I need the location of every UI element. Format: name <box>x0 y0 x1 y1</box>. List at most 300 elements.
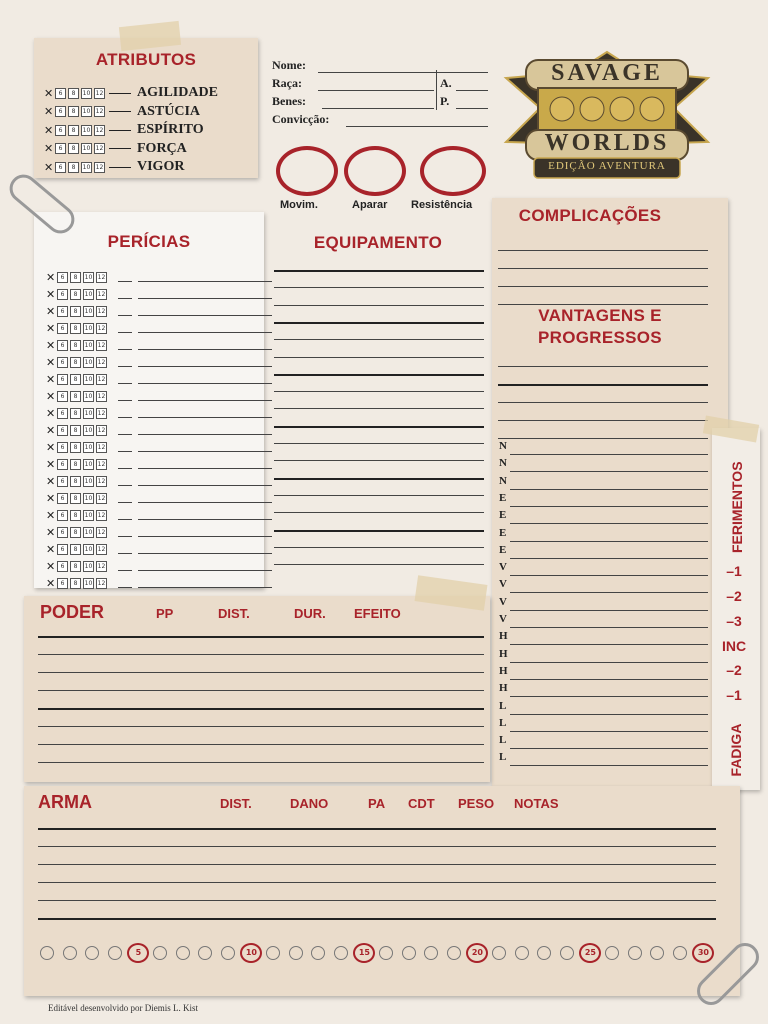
wound-level[interactable]: –1 <box>726 563 742 579</box>
d4-marker-icon[interactable]: ✕ <box>44 142 54 155</box>
die-8-checkbox[interactable]: 8 <box>68 143 79 154</box>
d4-marker-icon[interactable]: ✕ <box>46 526 56 539</box>
die-12-checkbox[interactable]: 12 <box>97 495 106 502</box>
resistencia-circle[interactable] <box>420 146 486 196</box>
skill-name-field[interactable] <box>138 366 272 367</box>
skill-name-field[interactable] <box>138 451 272 452</box>
die-10-checkbox[interactable]: 10 <box>84 376 93 383</box>
skill-name-field[interactable] <box>138 315 272 316</box>
die-10-checkbox[interactable]: 10 <box>84 580 93 587</box>
equipment-line[interactable] <box>274 460 484 461</box>
die-8-checkbox[interactable]: 8 <box>70 357 81 368</box>
attribute-die-field[interactable] <box>109 111 131 112</box>
die-6-checkbox[interactable]: 6 <box>57 357 68 368</box>
die-12-checkbox[interactable]: 12 <box>97 325 106 332</box>
die-6-checkbox[interactable]: 6 <box>57 442 68 453</box>
equipment-line[interactable] <box>274 287 484 288</box>
d4-marker-icon[interactable]: ✕ <box>46 577 56 590</box>
benny-circle[interactable] <box>108 946 122 960</box>
aparar-circle[interactable] <box>344 146 406 196</box>
die-6-checkbox[interactable]: 6 <box>57 459 68 470</box>
advance-line[interactable] <box>510 662 708 663</box>
skill-row[interactable] <box>46 337 278 354</box>
die-6-checkbox[interactable]: 6 <box>57 527 68 538</box>
equipment-line[interactable] <box>274 408 484 409</box>
die-6-checkbox[interactable]: 6 <box>57 408 68 419</box>
die-10-checkbox[interactable]: 10 <box>84 274 93 281</box>
skill-row[interactable] <box>46 422 278 439</box>
benny-circle[interactable] <box>153 946 167 960</box>
benny-circle[interactable] <box>605 946 619 960</box>
die-checkboxes <box>44 143 105 154</box>
die-10-checkbox[interactable]: 10 <box>84 444 93 451</box>
attribute-die-field[interactable] <box>109 167 131 168</box>
d4-marker-icon[interactable]: ✕ <box>46 322 56 335</box>
attribute-die-field[interactable] <box>109 93 131 94</box>
die-8-checkbox[interactable]: 8 <box>70 493 81 504</box>
die-6-checkbox[interactable]: 6 <box>55 88 66 99</box>
weapon-line[interactable] <box>38 900 716 901</box>
d4-marker-icon[interactable]: ✕ <box>46 407 56 420</box>
wound-level[interactable]: –3 <box>726 613 742 629</box>
skill-die-field[interactable] <box>118 400 132 401</box>
equipment-line[interactable] <box>274 374 484 376</box>
skill-die-field[interactable] <box>118 519 132 520</box>
fatigue-level[interactable]: –2 <box>726 662 742 678</box>
advance-line[interactable] <box>510 454 708 455</box>
skill-name-field[interactable] <box>138 485 272 486</box>
die-checkboxes <box>46 561 107 572</box>
skill-row[interactable] <box>46 405 278 422</box>
die-checkboxes <box>46 289 107 300</box>
skill-name-field[interactable] <box>138 332 272 333</box>
fatigue-level[interactable]: –1 <box>726 687 742 703</box>
skill-name-field[interactable] <box>138 349 272 350</box>
attribute-row-1 <box>44 103 200 121</box>
die-12-checkbox[interactable]: 12 <box>97 546 106 553</box>
power-line[interactable] <box>38 762 484 763</box>
skill-row[interactable] <box>46 269 278 286</box>
die-12-checkbox[interactable]: 12 <box>97 410 106 417</box>
die-6-checkbox[interactable]: 6 <box>57 340 68 351</box>
die-checkboxes <box>46 425 107 436</box>
die-12-checkbox[interactable]: 12 <box>95 163 104 171</box>
pericias-title: PERÍCIAS <box>107 232 191 251</box>
movim-circle[interactable] <box>276 146 338 196</box>
die-12-checkbox[interactable]: 12 <box>95 126 104 134</box>
d4-marker-icon[interactable]: ✕ <box>46 424 56 437</box>
skill-name-field[interactable] <box>138 536 272 537</box>
advance-line[interactable] <box>510 627 708 628</box>
die-6-checkbox[interactable]: 6 <box>57 561 68 572</box>
complication-line[interactable] <box>498 250 708 251</box>
benny-circle[interactable] <box>515 946 529 960</box>
die-12-checkbox[interactable]: 12 <box>97 342 106 349</box>
die-6-checkbox[interactable]: 6 <box>57 306 68 317</box>
benny-marker-5[interactable]: 5 <box>127 943 149 963</box>
die-12-checkbox[interactable]: 12 <box>97 461 106 468</box>
skill-die-field[interactable] <box>118 451 132 452</box>
advance-line[interactable] <box>510 644 708 645</box>
skill-die-field[interactable] <box>118 366 132 367</box>
die-12-checkbox[interactable]: 12 <box>97 529 106 536</box>
die-10-checkbox[interactable]: 10 <box>84 512 93 519</box>
benny-circle[interactable] <box>289 946 303 960</box>
rank-label: E <box>499 526 507 539</box>
skill-die-field[interactable] <box>118 485 132 486</box>
skill-name-field[interactable] <box>138 502 272 503</box>
skill-die-field[interactable] <box>118 298 132 299</box>
die-8-checkbox[interactable]: 8 <box>70 408 81 419</box>
die-8-checkbox[interactable]: 8 <box>70 272 81 283</box>
power-line[interactable] <box>38 744 484 745</box>
d4-marker-icon[interactable]: ✕ <box>44 105 54 118</box>
skill-name-field[interactable] <box>138 570 272 571</box>
skill-row[interactable] <box>46 541 278 558</box>
advance-line[interactable] <box>510 541 708 542</box>
advantage-line[interactable] <box>498 420 708 421</box>
die-checkboxes <box>46 510 107 521</box>
advantage-line[interactable] <box>498 438 708 439</box>
skill-row[interactable] <box>46 354 278 371</box>
skill-name-field[interactable] <box>138 553 272 554</box>
vantagens-title-1: VANTAGENS E <box>538 306 662 325</box>
die-6-checkbox[interactable]: 6 <box>57 323 68 334</box>
weapon-line[interactable] <box>38 918 716 920</box>
die-8-checkbox[interactable]: 8 <box>70 425 81 436</box>
die-10-checkbox[interactable]: 10 <box>84 478 93 485</box>
die-6-checkbox[interactable]: 6 <box>57 391 68 402</box>
advance-line[interactable] <box>510 748 708 749</box>
advantage-line[interactable] <box>498 384 708 386</box>
d4-marker-icon[interactable]: ✕ <box>46 305 56 318</box>
footer-credit: Editável desenvolvido por Diemis L. Kist <box>48 1003 198 1013</box>
d4-marker-icon[interactable]: ✕ <box>46 543 56 556</box>
equipment-line[interactable] <box>274 305 484 306</box>
advance-line[interactable] <box>510 592 708 593</box>
benny-marker-30[interactable]: 30 <box>692 943 714 963</box>
complication-line[interactable] <box>498 304 708 305</box>
advance-line[interactable] <box>510 506 708 507</box>
equipment-line[interactable] <box>274 547 484 548</box>
equipment-line[interactable] <box>274 426 484 428</box>
skill-die-field[interactable] <box>118 570 132 571</box>
die-12-checkbox[interactable]: 12 <box>97 274 106 281</box>
advance-line[interactable] <box>510 679 708 680</box>
advantage-line[interactable] <box>498 402 708 403</box>
skill-die-field[interactable] <box>118 536 132 537</box>
skill-name-field[interactable] <box>138 468 272 469</box>
benny-circle[interactable] <box>447 946 461 960</box>
conviccao-field[interactable] <box>346 126 488 127</box>
skill-name-field[interactable] <box>138 400 272 401</box>
die-8-checkbox[interactable]: 8 <box>70 544 81 555</box>
die-8-checkbox[interactable]: 8 <box>70 306 81 317</box>
skill-row[interactable] <box>46 575 278 592</box>
wound-level[interactable]: INC <box>721 638 747 654</box>
die-8-checkbox[interactable]: 8 <box>70 374 81 385</box>
d4-marker-icon[interactable]: ✕ <box>44 86 54 100</box>
die-12-checkbox[interactable]: 12 <box>95 145 104 152</box>
die-6-checkbox[interactable]: 6 <box>57 578 68 589</box>
die-6-checkbox[interactable]: 6 <box>55 125 66 136</box>
skill-row[interactable] <box>46 303 278 320</box>
advance-line[interactable] <box>510 523 708 524</box>
equipment-line[interactable] <box>274 270 484 272</box>
weapon-line[interactable] <box>38 864 716 865</box>
die-8-checkbox[interactable]: 8 <box>70 340 81 351</box>
die-6-checkbox[interactable]: 6 <box>57 493 68 504</box>
die-6-checkbox[interactable]: 6 <box>57 476 68 487</box>
die-8-checkbox[interactable]: 8 <box>68 125 79 136</box>
die-6-checkbox[interactable]: 6 <box>57 272 68 283</box>
skill-row[interactable] <box>46 388 278 405</box>
poder-efeito-header: EFEITO <box>354 606 401 621</box>
die-12-checkbox[interactable]: 12 <box>97 376 106 383</box>
die-12-checkbox[interactable]: 12 <box>97 308 106 315</box>
advance-line[interactable] <box>510 610 708 611</box>
skill-row[interactable] <box>46 524 278 541</box>
power-line[interactable] <box>38 690 484 691</box>
die-10-checkbox[interactable]: 10 <box>84 325 93 332</box>
d4-marker-icon[interactable]: ✕ <box>46 441 56 454</box>
d4-marker-icon[interactable]: ✕ <box>46 373 56 386</box>
die-12-checkbox[interactable]: 12 <box>97 444 106 451</box>
equipment-line[interactable] <box>274 478 484 480</box>
advance-line[interactable] <box>510 471 708 472</box>
skill-name-field[interactable] <box>138 298 272 299</box>
equipment-line[interactable] <box>274 530 484 532</box>
die-6-checkbox[interactable]: 6 <box>55 106 66 117</box>
benny-circle[interactable] <box>334 946 348 960</box>
skill-name-field[interactable] <box>138 587 272 588</box>
die-6-checkbox[interactable]: 6 <box>57 425 68 436</box>
die-6-checkbox[interactable]: 6 <box>57 544 68 555</box>
skill-name-field[interactable] <box>138 434 272 435</box>
equipment-line[interactable] <box>274 357 484 358</box>
skill-name-field[interactable] <box>138 383 272 384</box>
skill-die-field[interactable] <box>118 281 132 282</box>
weapon-line[interactable] <box>38 882 716 883</box>
d4-marker-icon[interactable]: ✕ <box>46 458 56 471</box>
die-10-checkbox[interactable]: 10 <box>84 546 93 553</box>
die-6-checkbox[interactable]: 6 <box>57 374 68 385</box>
advance-line[interactable] <box>510 489 708 490</box>
die-10-checkbox[interactable]: 10 <box>84 291 93 298</box>
d4-marker-icon[interactable]: ✕ <box>44 123 54 137</box>
skill-name-field[interactable] <box>138 417 272 418</box>
benny-circle[interactable] <box>628 946 642 960</box>
d4-marker-icon[interactable]: ✕ <box>46 356 56 369</box>
die-8-checkbox[interactable]: 8 <box>68 106 79 117</box>
die-8-checkbox[interactable]: 8 <box>70 391 81 402</box>
equipment-line[interactable] <box>274 322 484 324</box>
skill-row[interactable] <box>46 286 278 303</box>
logo-worlds-text: WORLDS <box>544 130 670 156</box>
weapon-line[interactable] <box>38 828 716 830</box>
benny-circle[interactable] <box>560 946 574 960</box>
skill-row[interactable] <box>46 473 278 490</box>
equipment-line[interactable] <box>274 564 484 565</box>
die-12-checkbox[interactable]: 12 <box>95 108 104 115</box>
attribute-label: ASTÚCIA <box>137 103 201 119</box>
skill-die-field[interactable] <box>118 587 132 588</box>
skill-die-field[interactable] <box>118 383 132 384</box>
a-label: A. <box>440 76 452 90</box>
die-checkboxes <box>46 272 107 283</box>
die-10-checkbox[interactable]: 10 <box>84 410 93 417</box>
die-6-checkbox[interactable]: 6 <box>55 162 66 173</box>
die-10-checkbox[interactable]: 10 <box>82 89 91 97</box>
raca-field[interactable] <box>318 90 434 91</box>
die-12-checkbox[interactable]: 12 <box>97 393 106 400</box>
die-12-checkbox[interactable]: 12 <box>97 291 106 298</box>
die-8-checkbox[interactable]: 8 <box>70 527 81 538</box>
die-12-checkbox[interactable]: 12 <box>97 359 106 366</box>
equipment-line[interactable] <box>274 391 484 392</box>
die-10-checkbox[interactable]: 10 <box>84 563 93 570</box>
arma-dist-header: DIST. <box>220 796 252 811</box>
die-8-checkbox[interactable]: 8 <box>68 162 79 173</box>
die-8-checkbox[interactable]: 8 <box>70 459 81 470</box>
die-6-checkbox[interactable]: 6 <box>55 143 66 154</box>
skill-die-field[interactable] <box>118 349 132 350</box>
die-8-checkbox[interactable]: 8 <box>70 561 81 572</box>
skill-row[interactable] <box>46 320 278 337</box>
die-10-checkbox[interactable]: 10 <box>84 529 93 536</box>
die-8-checkbox[interactable]: 8 <box>70 510 81 521</box>
rank-label: N <box>499 457 507 470</box>
die-8-checkbox[interactable]: 8 <box>68 88 79 99</box>
die-12-checkbox[interactable]: 12 <box>95 89 104 97</box>
attribute-die-field[interactable] <box>109 130 131 131</box>
die-8-checkbox[interactable]: 8 <box>70 578 81 589</box>
advance-line[interactable] <box>510 575 708 576</box>
die-10-checkbox[interactable]: 10 <box>82 126 91 134</box>
benes-field[interactable] <box>322 108 434 109</box>
die-10-checkbox[interactable]: 10 <box>84 495 93 502</box>
p-field[interactable] <box>456 108 488 109</box>
a-field[interactable] <box>456 90 488 91</box>
advance-line[interactable] <box>510 714 708 715</box>
complication-line[interactable] <box>498 286 708 287</box>
die-10-checkbox[interactable]: 10 <box>84 359 93 366</box>
power-line[interactable] <box>38 654 484 655</box>
power-line[interactable] <box>38 636 484 638</box>
advance-line[interactable] <box>510 731 708 732</box>
skill-die-field[interactable] <box>118 434 132 435</box>
die-10-checkbox[interactable]: 10 <box>84 393 93 400</box>
skill-row[interactable] <box>46 558 278 575</box>
d4-marker-icon[interactable]: ✕ <box>46 339 56 352</box>
die-10-checkbox[interactable]: 10 <box>82 108 91 115</box>
skill-die-field[interactable] <box>118 417 132 418</box>
die-10-checkbox[interactable]: 10 <box>84 427 93 434</box>
die-12-checkbox[interactable]: 12 <box>97 563 106 570</box>
equipment-line[interactable] <box>274 495 484 496</box>
die-12-checkbox[interactable]: 12 <box>97 512 106 519</box>
skill-row[interactable] <box>46 490 278 507</box>
equipment-line[interactable] <box>274 512 484 513</box>
die-10-checkbox[interactable]: 10 <box>82 163 91 171</box>
benny-circle[interactable] <box>492 946 506 960</box>
benny-marker-10[interactable]: 10 <box>240 943 262 963</box>
skill-row[interactable] <box>46 439 278 456</box>
die-10-checkbox[interactable]: 10 <box>84 308 93 315</box>
benny-marker-25[interactable]: 25 <box>579 943 601 963</box>
weapon-line[interactable] <box>38 846 716 847</box>
skill-row[interactable] <box>46 507 278 524</box>
skill-name-field[interactable] <box>138 519 272 520</box>
benny-circle[interactable] <box>266 946 280 960</box>
skill-die-field[interactable] <box>118 332 132 333</box>
attribute-label: ESPÍRITO <box>137 122 204 137</box>
die-8-checkbox[interactable]: 8 <box>70 442 81 453</box>
wound-level[interactable]: –2 <box>726 588 742 604</box>
benny-circle[interactable] <box>176 946 190 960</box>
advantage-line[interactable] <box>498 366 708 367</box>
skill-row[interactable] <box>46 371 278 388</box>
die-6-checkbox[interactable]: 6 <box>57 289 68 300</box>
d4-marker-icon[interactable]: ✕ <box>46 492 56 505</box>
nome-field[interactable] <box>318 72 488 73</box>
benny-circle[interactable] <box>221 946 235 960</box>
benny-marker-15[interactable]: 15 <box>353 943 375 963</box>
benny-marker-20[interactable]: 20 <box>466 943 488 963</box>
die-8-checkbox[interactable]: 8 <box>70 476 81 487</box>
complication-line[interactable] <box>498 268 708 269</box>
attribute-die-field[interactable] <box>109 148 131 149</box>
die-checkboxes <box>46 476 107 487</box>
die-10-checkbox[interactable]: 10 <box>84 342 93 349</box>
skill-name-field[interactable] <box>138 281 272 282</box>
advance-line[interactable] <box>510 696 708 697</box>
die-12-checkbox[interactable]: 12 <box>97 478 106 485</box>
power-line[interactable] <box>38 672 484 673</box>
equipment-line[interactable] <box>274 339 484 340</box>
skill-die-field[interactable] <box>118 315 132 316</box>
equipment-line[interactable] <box>274 443 484 444</box>
power-line[interactable] <box>38 708 484 710</box>
d4-marker-icon[interactable]: ✕ <box>46 271 56 284</box>
d4-marker-icon[interactable]: ✕ <box>44 160 54 174</box>
d4-marker-icon[interactable]: ✕ <box>46 390 56 403</box>
benny-circle[interactable] <box>673 946 687 960</box>
skill-row[interactable] <box>46 456 278 473</box>
die-12-checkbox[interactable]: 12 <box>97 580 106 587</box>
skill-die-field[interactable] <box>118 553 132 554</box>
d4-marker-icon[interactable]: ✕ <box>46 560 56 573</box>
d4-marker-icon[interactable]: ✕ <box>46 475 56 488</box>
die-10-checkbox[interactable]: 10 <box>84 461 93 468</box>
die-8-checkbox[interactable]: 8 <box>70 323 81 334</box>
die-6-checkbox[interactable]: 6 <box>57 510 68 521</box>
advance-line[interactable] <box>510 765 708 766</box>
benny-circle[interactable] <box>40 946 54 960</box>
benny-circle[interactable] <box>402 946 416 960</box>
die-8-checkbox[interactable]: 8 <box>70 289 81 300</box>
die-12-checkbox[interactable]: 12 <box>97 427 106 434</box>
die-10-checkbox[interactable]: 10 <box>82 145 91 152</box>
advance-line[interactable] <box>510 558 708 559</box>
benny-circle[interactable] <box>63 946 77 960</box>
skill-die-field[interactable] <box>118 468 132 469</box>
power-line[interactable] <box>38 726 484 727</box>
d4-marker-icon[interactable]: ✕ <box>46 509 56 522</box>
d4-marker-icon[interactable]: ✕ <box>46 288 56 301</box>
benny-circle[interactable] <box>379 946 393 960</box>
skill-die-field[interactable] <box>118 502 132 503</box>
